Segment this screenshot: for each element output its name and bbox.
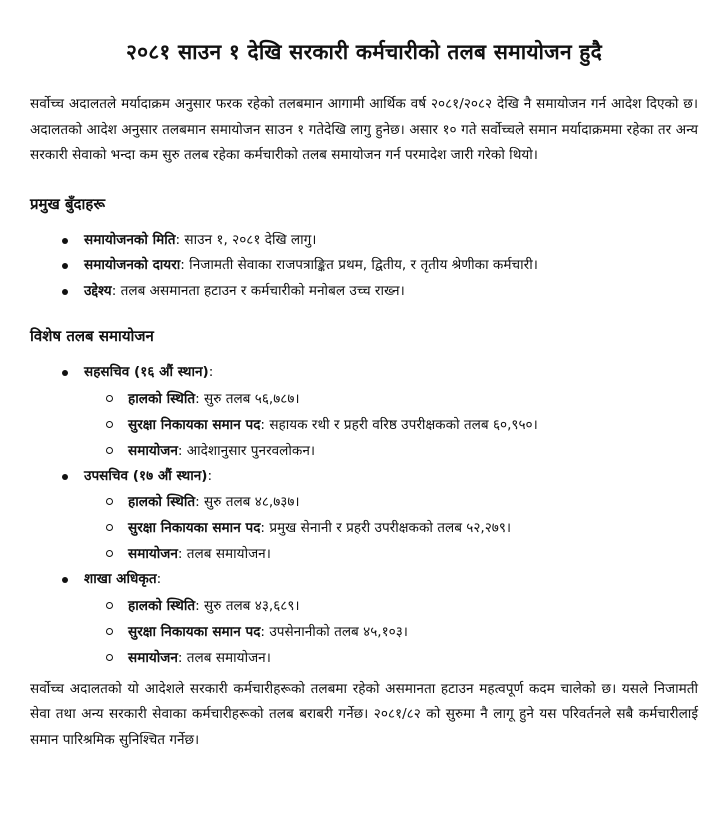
circle-bullet-icon — [106, 395, 113, 402]
bullet-icon — [62, 263, 68, 269]
key-point-text: : साउन १, २०८१ देखि लागु। — [175, 231, 317, 248]
position-title: सहसचिव (१६ औं स्थान) — [84, 364, 209, 380]
position-title: उपसचिव (१७ औं स्थान) — [84, 467, 208, 484]
circle-bullet-icon — [106, 550, 113, 557]
position-detail-item — [106, 619, 698, 645]
key-point-text: : निजामती सेवाका राजपत्राङ्कित प्रथम, द्वितीय, र तृतीय श्रेणीका कर्मचारी। — [180, 257, 538, 273]
circle-bullet-icon — [106, 524, 113, 531]
circle-bullet-icon — [106, 602, 113, 609]
position-detail-item — [106, 386, 698, 412]
special-adjustment-list — [30, 360, 698, 671]
key-point-label: उद्देश्य — [84, 282, 112, 299]
detail-text: : सहायक रथी र प्रहरी वरिष्ठ उपरीक्षकको तलब ६०,९५०। — [260, 416, 538, 433]
key-point-label: समायोजनको मिति — [84, 231, 176, 248]
detail-label: हालको स्थिति — [128, 494, 196, 510]
special-adjustment-heading: विशेष तलब समायोजन — [30, 327, 154, 345]
circle-bullet-icon — [106, 628, 113, 635]
detail-text: : प्रमुख सेनानी र प्रहरी उपरीक्षकको तलब ५२,२७९। — [260, 520, 512, 536]
detail-text: : आदेशानुसार पुनरवलोकन। — [177, 442, 316, 459]
position-title: शाखा अधिकृत — [84, 571, 157, 587]
position-group — [62, 360, 698, 464]
position-group — [62, 464, 698, 568]
position-detail-item — [106, 541, 698, 567]
position-detail-item — [106, 645, 698, 671]
position-detail-list — [84, 489, 698, 567]
detail-text: : उपसेनानीको तलब ४५,१०३। — [260, 623, 408, 640]
position-title-suffix: : — [207, 467, 213, 484]
bullet-icon — [62, 370, 68, 376]
document-title: २०८१ साउन १ देखि सरकारी कर्मचारीको तलब समायोजन हुदै — [125, 40, 603, 64]
detail-text: : सुरु तलब ४८,७३७। — [195, 494, 300, 510]
position-title-suffix: : — [208, 364, 214, 380]
position-detail-item — [106, 412, 698, 438]
position-detail-item — [106, 489, 698, 515]
key-point-item — [62, 279, 698, 305]
bullet-icon — [62, 238, 68, 244]
detail-label: सुरक्षा निकायका समान पद — [128, 623, 261, 640]
position-group — [62, 567, 698, 671]
detail-label: समायोजन — [128, 442, 178, 459]
position-detail-item — [106, 438, 698, 464]
detail-text: : तलब समायोजन। — [177, 546, 271, 562]
detail-label: समायोजन — [128, 649, 178, 666]
bullet-icon — [62, 474, 68, 480]
position-detail-item — [106, 515, 698, 541]
position-detail-list — [84, 386, 698, 464]
position-detail-list — [84, 593, 698, 671]
position-title-suffix: : — [156, 571, 162, 587]
key-point-item — [62, 228, 698, 254]
detail-label: हालको स्थिति — [128, 390, 196, 407]
intro-paragraph: सर्वोच्च अदालतले मर्यादाक्रम अनुसार फरक रहेको तलबमान आगामी आर्थिक वर्ष २०८१/२०८२ देखि नै समायोजन गर्न आदेश दिएको छ। अदालतको आदेश अनुसार तलबमान समायोजन साउन १ गतेदेखि लागु हुनेछ। असार १० गते सर्वोच्चले समान मर्यादाक्रममा रहेका तर अन्य सरकारी सेवाको भन्दा कम सुरु तलब रहेका कर्मचारीको तलब समायोजन गर्न परमादेश जारी गरेको थियो। — [30, 96, 698, 163]
key-point-label: समायोजनको दायरा — [84, 257, 181, 273]
key-point-item — [62, 253, 698, 279]
bullet-icon — [62, 577, 68, 583]
bullet-icon — [62, 289, 68, 295]
detail-label: सुरक्षा निकायका समान पद — [128, 520, 261, 536]
detail-label: हालको स्थिति — [128, 597, 196, 614]
key-points-heading: प्रमुख बुँदाहरू — [30, 194, 106, 213]
closing-paragraph: सर्वोच्च अदालतको यो आदेशले सरकारी कर्मचारीहरूको तलबमा रहेको असमानता हटाउन महत्वपूर्ण कदम चालेको छ। यसले निजामती सेवा तथा अन्य सरकारी सेवाका कर्मचारीहरूको तलब बराबरी गर्नेछ। २०८१/८२ को सुरुमा नै लागू हुने यस परिवर्तनले सबै कर्मचारीलाई समान पारिश्रमिक सुनिश्चित गर्नेछ। — [30, 680, 698, 748]
circle-bullet-icon — [106, 654, 113, 661]
circle-bullet-icon — [106, 447, 113, 454]
key-points-list — [30, 228, 698, 305]
circle-bullet-icon — [106, 498, 113, 505]
detail-label: समायोजन — [128, 546, 178, 562]
key-point-text: : तलब असमानता हटाउन र कर्मचारीको मनोबल उच्च राख्न। — [111, 282, 405, 299]
detail-label: सुरक्षा निकायका समान पद — [128, 416, 261, 433]
circle-bullet-icon — [106, 421, 113, 428]
detail-text: : सुरु तलब ५६,७८७। — [195, 390, 300, 407]
position-detail-item — [106, 593, 698, 619]
detail-text: : सुरु तलब ४३,६८९। — [195, 597, 300, 614]
detail-text: : तलब समायोजन। — [177, 649, 271, 666]
